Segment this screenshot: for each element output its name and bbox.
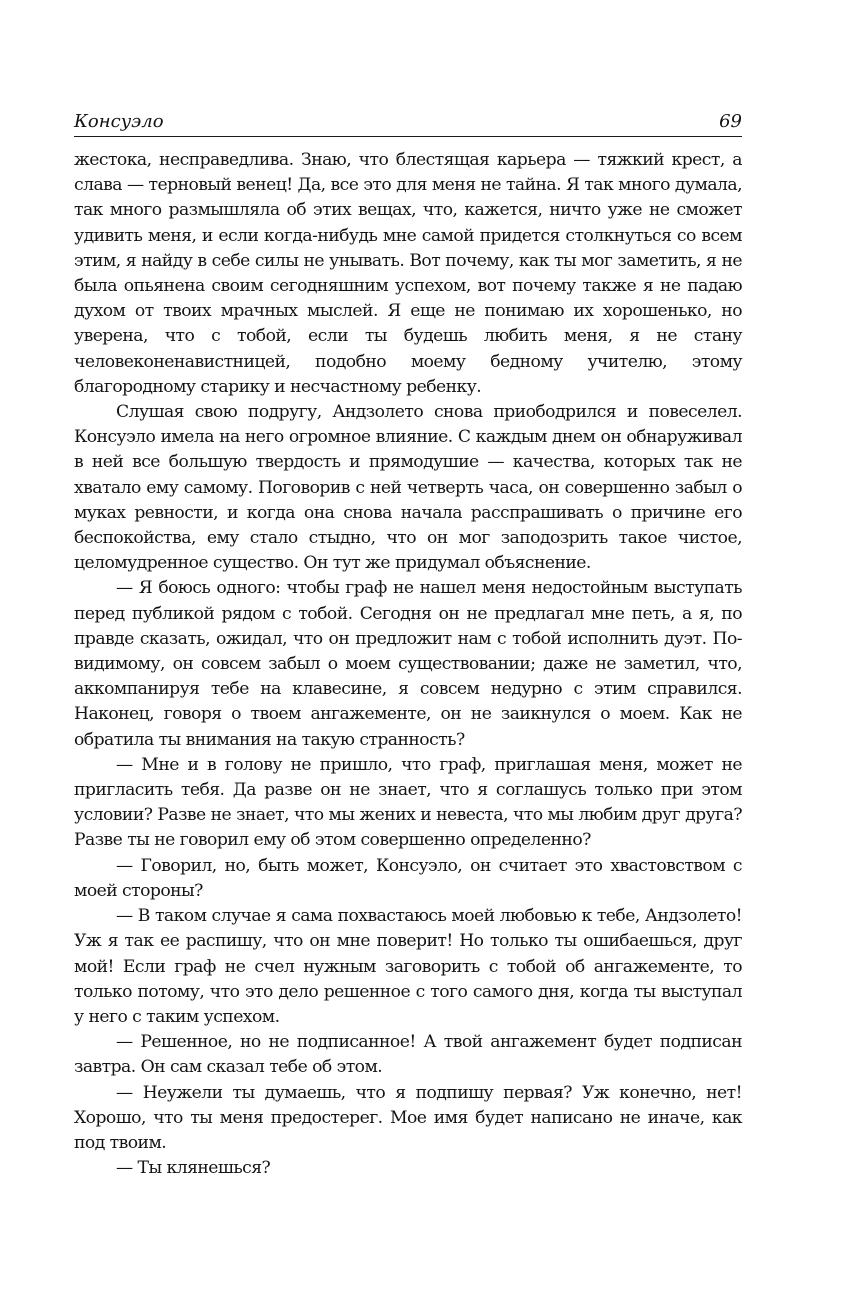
page-number: 69 — [719, 111, 742, 132]
paragraph: Слушая свою подругу, Андзолето снова приободрился и повеселел. Консуэло имела на него огромное влияние. С каждым днем он обнаруживал в ней все большую твердость и прямодушие — качества, которых так не хватало ему самому. Поговорив с ней четверть часа, он совершенно забыл о муках ревности, и когда она снова начала расспрашивать о причине его беспокойства, ему стало стыдно, что он мог заподозрить такое чистое, целомудренное существо. Он тут же придумал объяснение. — [74, 402, 742, 574]
running-title: Консуэло — [74, 111, 164, 132]
dialogue-paragraph: — Ты клянешься? — [116, 1158, 271, 1179]
dialogue-paragraph: — Мне и в голову не пришло, что граф, приглашая меня, может не пригласить тебя. Да разве он не знает, что я соглашусь только при этом условии? Разве не знает, что мы жених и невеста, что мы любим друг друга? Разве ты не говорил ему об этом совершенно определенно? — [74, 754, 742, 851]
paragraph-continuation: жестока, несправедлива. Знаю, что блестящая карьера — тяжкий крест, а слава — терновый венец! Да, все это для меня не тайна. Я так много думала, так много размышляла об этих вещах, что, кажется, ничто уже не сможет удивить меня, и если когда-нибудь мне самой придется столкнуться со всем этим, я найду в себе силы не унывать. Вот почему, как ты мог заметить, я не была опьянена своим сегодняшним успехом, вот почему также я не падаю духом от твоих мрачных мыслей. Я еще не понимаю их хорошенько, но уверена, что с тобой, если ты будешь любить меня, я не стану человеконенавистницей, подобно моему бедному учителю, этому благородному старику и несчастному ребенку. — [74, 150, 742, 397]
dialogue-paragraph: — В таком случае я сама похвастаюсь моей любовью к тебе, Андзолето! Уж я так ее распишу, что он мне поверит! Но только ты ошибаешься, друг мой! Если граф не счел нужным заговорить с тобой об ангажементе, то только потому, что это дело решенное с того самого дня, когда ты выступал у него с таким успехом. — [74, 906, 742, 1027]
running-header — [74, 110, 742, 137]
body-text — [74, 148, 742, 1181]
dialogue-paragraph: — Я боюсь одного: чтобы граф не нашел меня недостойным выступать перед публикой рядом с тобой. Сегодня он не предлагал мне петь, а я, по правде сказать, ожидал, что он предложит нам с тобой исполнить дуэт. По-видимому, он совсем забыл о моем существовании; даже не заметил, что, аккомпанируя тебе на клавесине, я совсем недурно с этим справился. Наконец, говоря о твоем ангажементе, он не заикнулся о моем. Как не обратила ты внимания на такую странность? — [74, 578, 742, 750]
dialogue-paragraph: — Говорил, но, быть может, Консуэло, он считает это хвастовством с моей стороны? — [74, 855, 742, 901]
dialogue-paragraph: — Решенное, но не подписанное! А твой ангажемент будет подписан завтра. Он сам сказал тебе об этом. — [74, 1032, 742, 1078]
dialogue-paragraph: — Неужели ты думаешь, что я подпишу первая? Уж конечно, нет! Хорошо, что ты меня предостерег. Мое имя будет написано не иначе, как под твоим. — [74, 1082, 742, 1153]
